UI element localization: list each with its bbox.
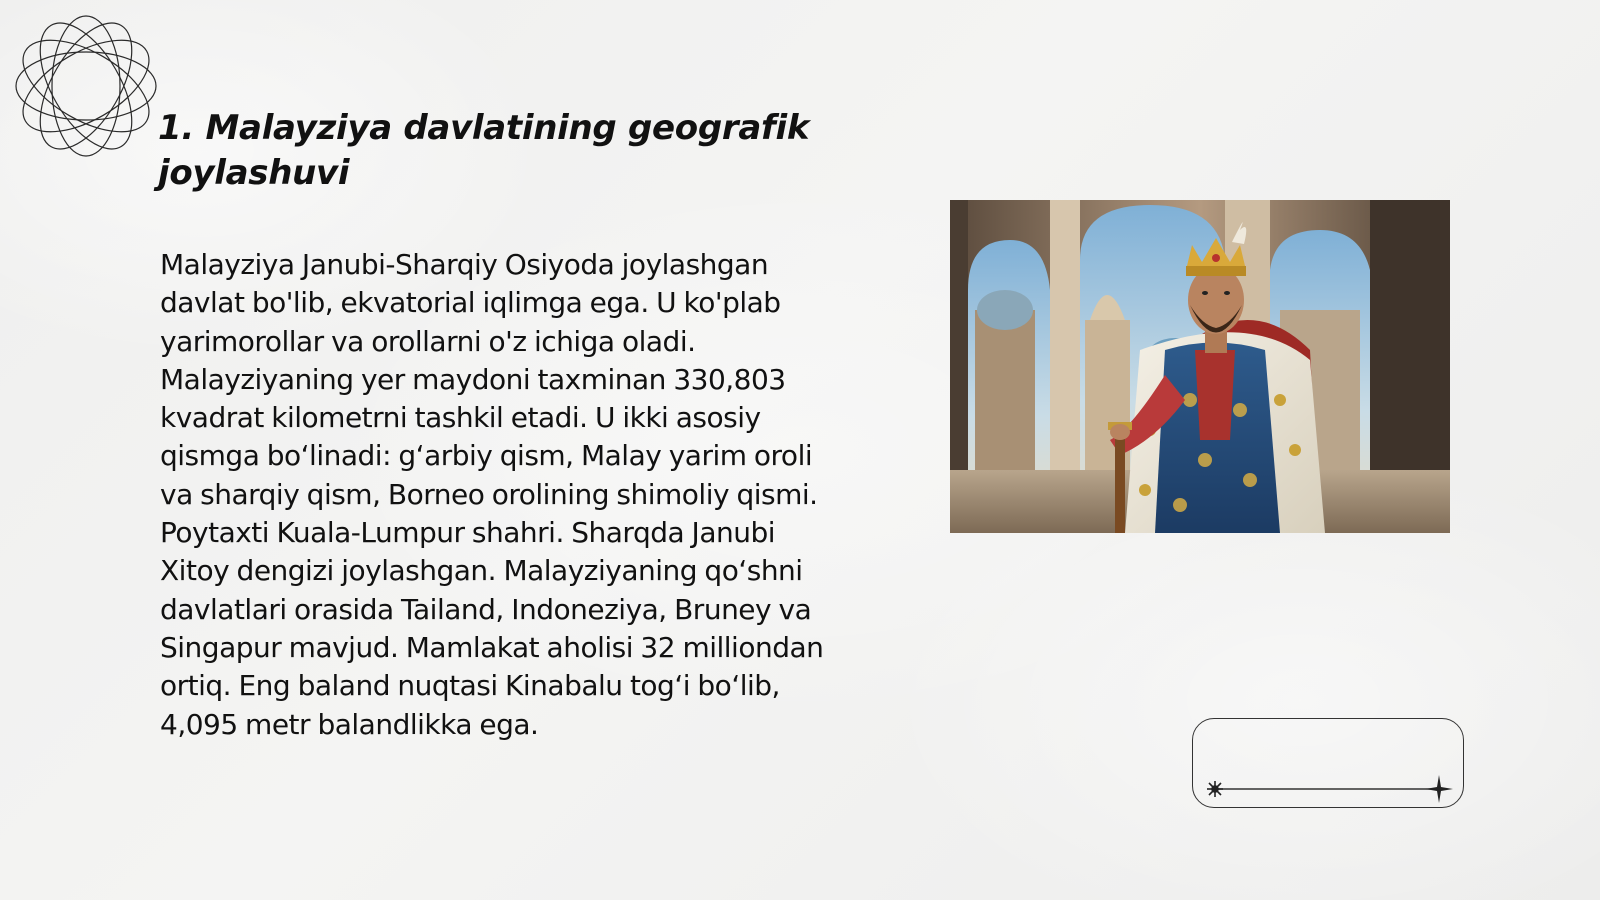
- sparkle-icon: [1207, 781, 1223, 797]
- circular-line-ornament-icon: [8, 8, 164, 164]
- four-point-star-icon: [1425, 775, 1453, 803]
- slide-title: 1. Malayziya davlatining geografik joylashuvi: [158, 108, 810, 193]
- decorative-frame: [1192, 718, 1464, 808]
- ruler-portrait-image: [950, 200, 1450, 533]
- slide-body-text: Malayziya Janubi-Sharqiy Osiyoda joylashgan davlat bo'lib, ekvatorial iqlimga ega. U ko'plab yarimorollar va orollarni o'z ichiga oladi. Malayziyaning yer maydoni taxminan 330,803 kvadrat kilometrni tashkil etadi. U ikki asosiy qismga bo‘linadi: g‘arbiy qism, Malay yarim oroli va sharqiy qism, Borneo orolining shimoliy qismi. Poytaxti Kuala-Lumpur shahri. Sharqda Janubi Xitoy dengizi joylashgan. Malayziyaning qo‘shni davlatlari orasida Tailand, Indoneziya, Bruney va Singapur mavjud. Mamlakat aholisi 32 milliondan ortiq. Eng baland nuqtasi Kinabalu tog‘i bo‘lib, 4,095 metr balandlikka ega.: [160, 248, 824, 741]
